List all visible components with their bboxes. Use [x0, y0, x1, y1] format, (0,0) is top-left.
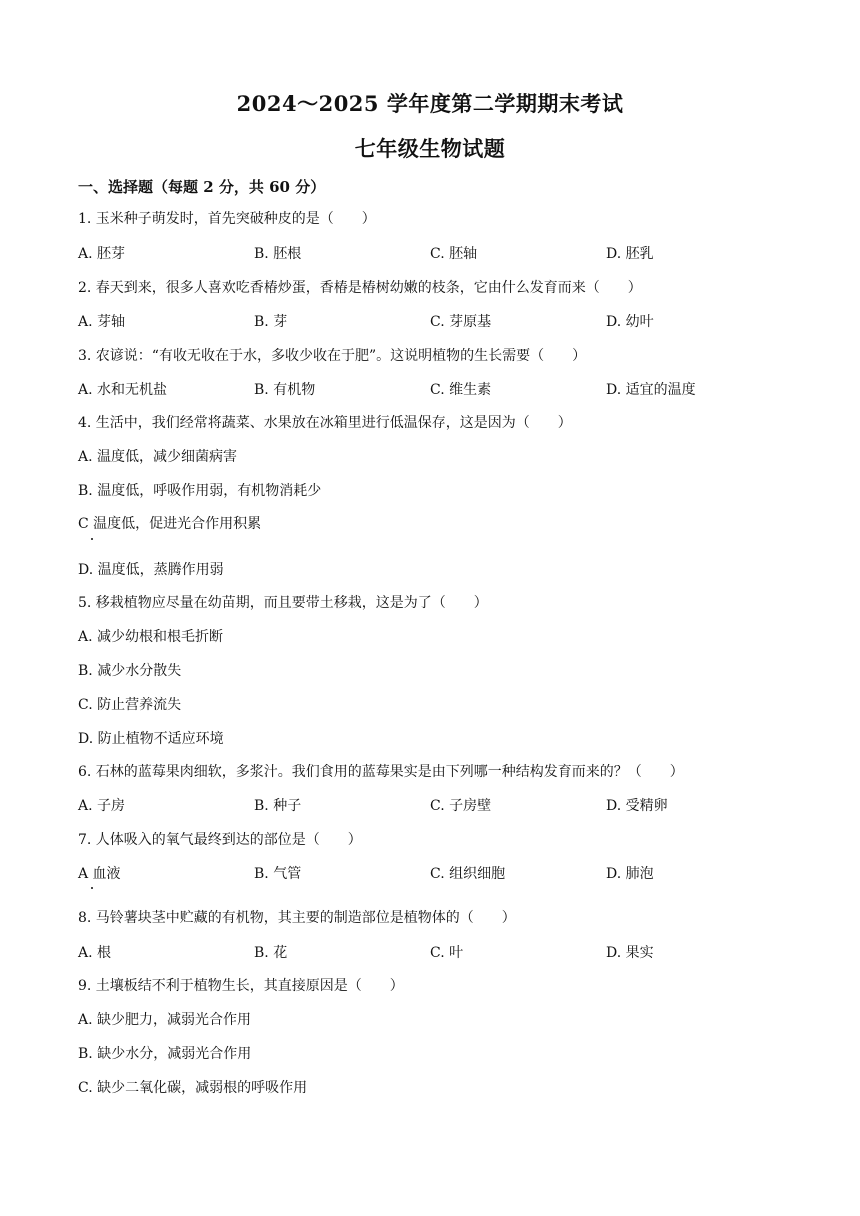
- question-7-stem: 7. 人体吸入的氧气最终到达的部位是（ ）: [78, 832, 362, 848]
- question-8-option-d: D. 果实: [606, 945, 654, 961]
- question-9-option-b: B. 缺少水分，减弱光合作用: [78, 1046, 252, 1062]
- question-9-stem: 9. 土壤板结不利于植物生长，其直接原因是（ ）: [78, 978, 404, 994]
- question-6-option-d: D. 受精卵: [606, 798, 668, 814]
- question-8-option-c: C. 叶: [430, 945, 464, 961]
- question-8-stem: 8. 马铃薯块茎中贮藏的有机物，其主要的制造部位是植物体的（ ）: [78, 910, 516, 926]
- question-5-option-a: A. 减少幼根和根毛折断: [78, 629, 224, 645]
- question-7-option-d: D. 肺泡: [606, 866, 654, 882]
- question-2-option-d: D. 幼叶: [606, 314, 654, 330]
- question-2-option-b: B. 芽: [254, 314, 288, 330]
- exam-title: 2024～2025 学年度第二学期期末考试: [236, 91, 624, 116]
- question-4-option-a: A. 温度低，减少细菌病害: [78, 449, 238, 465]
- section-heading: 一、选择题（每题 2 分，共 60 分）: [78, 178, 326, 196]
- question-8-option-b: B. 花: [254, 945, 288, 961]
- question-2-option-a: A. 芽轴: [78, 314, 126, 330]
- question-6-option-b: B. 种子: [254, 798, 302, 814]
- question-5-option-b: B. 减少水分散失: [78, 663, 182, 679]
- question-9-option-c: C. 缺少二氧化碳，减弱根的呼吸作用: [78, 1080, 308, 1096]
- question-5-option-c: C. 防止营养流失: [78, 697, 182, 713]
- question-3-option-a: A. 水和无机盐: [78, 382, 168, 398]
- question-3-option-b: B. 有机物: [254, 382, 316, 398]
- punctuation-dot: [91, 538, 93, 540]
- question-2-option-c: C. 芽原基: [430, 314, 492, 330]
- question-1-option-a: A. 胚芽: [78, 246, 126, 262]
- question-4-option-c: C 温度低，促进光合作用积累: [78, 516, 262, 532]
- question-6-stem: 6. 石林的蓝莓果肉细软，多浆汁。我们食用的蓝莓果实是由下列哪一种结构发育而来的？（ ）: [78, 764, 684, 780]
- exam-subtitle: 七年级生物试题: [354, 136, 506, 161]
- question-5-stem: 5. 移栽植物应尽量在幼苗期，而且要带土移栽，这是为了（ ）: [78, 595, 488, 611]
- question-7-option-a: A 血液: [78, 866, 121, 882]
- question-7-option-b: B. 气管: [254, 866, 302, 882]
- question-8-option-a: A. 根: [78, 945, 112, 961]
- question-4-stem: 4. 生活中，我们经常将蔬菜、水果放在冰箱里进行低温保存，这是因为（ ）: [78, 415, 572, 431]
- question-4-option-b: B. 温度低，呼吸作用弱，有机物消耗少: [78, 483, 322, 499]
- question-6-option-c: C. 子房壁: [430, 798, 492, 814]
- question-3-stem: 3. 农谚说：“有收无收在于水，多收少收在于肥”。这说明植物的生长需要（ ）: [78, 348, 587, 364]
- question-3-option-c: C. 维生素: [430, 382, 492, 398]
- question-1-stem: 1. 玉米种子萌发时，首先突破种皮的是（ ）: [78, 211, 376, 227]
- question-1-option-d: D. 胚乳: [606, 246, 654, 262]
- question-4-option-d: D. 温度低，蒸腾作用弱: [78, 562, 224, 578]
- punctuation-dot: [91, 887, 93, 889]
- question-6-option-a: A. 子房: [78, 798, 126, 814]
- question-1-option-b: B. 胚根: [254, 246, 302, 262]
- question-9-option-a: A. 缺少肥力，减弱光合作用: [78, 1012, 252, 1028]
- question-2-stem: 2. 春天到来，很多人喜欢吃香椿炒蛋，香椿是椿树幼嫩的枝条，它由什么发育而来（ ）: [78, 280, 642, 296]
- question-3-option-d: D. 适宜的温度: [606, 382, 696, 398]
- question-7-option-c: C. 组织细胞: [430, 866, 506, 882]
- question-1-option-c: C. 胚轴: [430, 246, 478, 262]
- question-5-option-d: D. 防止植物不适应环境: [78, 731, 224, 747]
